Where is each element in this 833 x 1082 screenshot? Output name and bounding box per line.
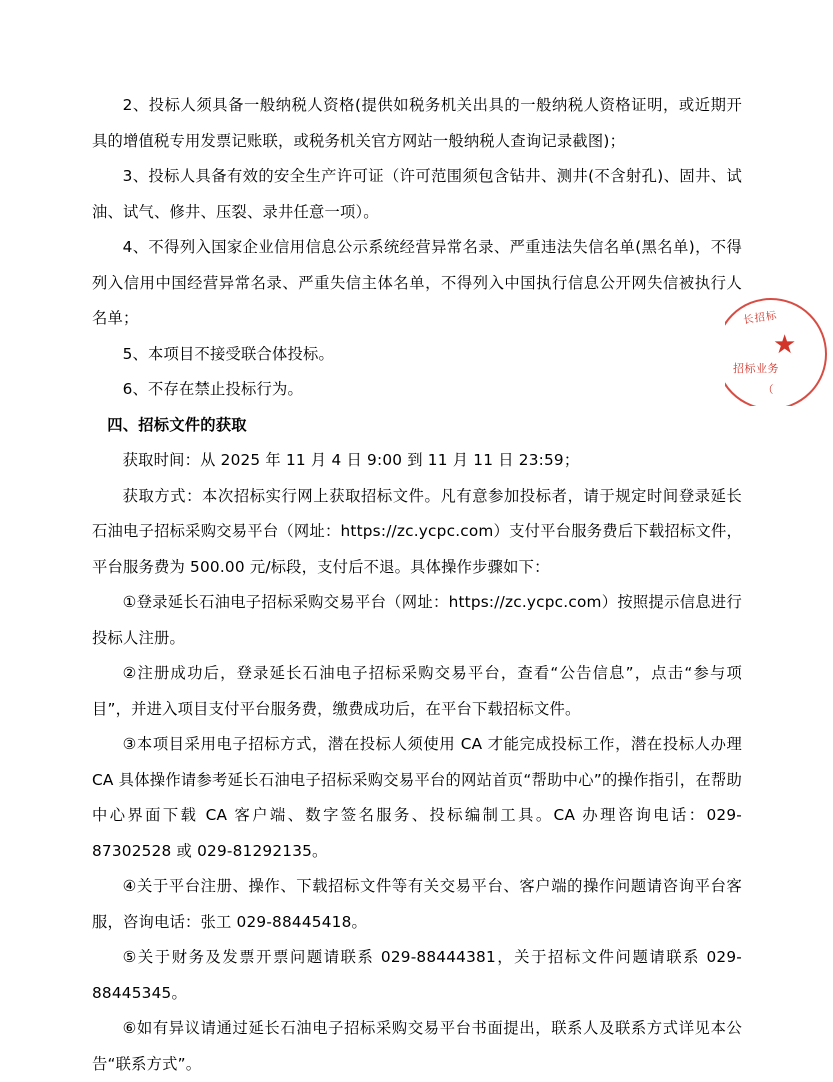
acquisition-time: 获取时间：从 2025 年 11 月 4 日 9:00 到 11 月 11 日 23:59； <box>122 451 580 469</box>
paragraph-item-5: 5、本项目不接受联合体投标。 <box>122 344 334 363</box>
paragraph-item-3: 3、投标人具备有效的安全生产许可证（许可范围须包含钻井、测井(不含射孔)、固井、试油、试气、修井、压裂、录井任意一项）。 <box>92 167 742 221</box>
paragraph-item-4: 4、不得列入国家企业信用信息公示系统经营异常名录、严重违法失信名单(黑名单)，不得列入信用中国经营异常名录、严重失信主体名单，不得列入中国执行信息公开网失信被执行人名单； <box>92 238 742 327</box>
official-seal-stamp <box>725 298 833 406</box>
acquisition-step-1: ①登录延长石油电子招标采购交易平台（网址：https://zc.ycpc.com）按照提示信息进行投标人注册。 <box>92 593 742 647</box>
document-body <box>92 88 742 1082</box>
section-heading-four: 四、招标文件的获取 <box>107 415 247 434</box>
acquisition-step-2: ②注册成功后，登录延长石油电子招标采购交易平台，查看“公告信息”，点击“参与项目”，并进入项目支付平台服务费，缴费成功后，在平台下载招标文件。 <box>92 664 742 718</box>
acquisition-step-5: ⑤关于财务及发票开票问题请联系 029-88444381，关于招标文件问题请联系 029-88445345。 <box>92 948 742 1002</box>
acquisition-method: 获取方式：本次招标实行网上获取招标文件。凡有意参加投标者，请于规定时间登录延长石油电子招标采购交易平台（网址：https://zc.ycpc.com）支付平台服务费后下载招标文件，平台服务费为 500.00 元/标段，支付后不退。具体操作步骤如下： <box>92 486 742 576</box>
star-icon: ★ <box>773 330 797 360</box>
acquisition-step-6: ⑥如有异议请通过延长石油电子招标采购交易平台书面提出，联系人及联系方式详见本公告“联系方式”。 <box>92 1019 742 1073</box>
acquisition-step-3: ③本项目采用电子招标方式，潜在投标人须使用 CA 才能完成投标工作，潜在投标人办理 CA 具体操作请参考延长石油电子招标采购交易平台的网站首页“帮助中心”的操作指引，在帮助中心界面下载 CA 客户端、数字签名服务、投标编制工具。CA 办理咨询电话：029-87302528 或 029-81292135。 <box>92 735 742 860</box>
seal-mid-text: 招标业务 <box>733 362 779 375</box>
acquisition-step-4: ④关于平台注册、操作、下载招标文件等有关交易平台、客户端的操作问题请咨询平台客服，咨询电话：张工 029-88445418。 <box>92 877 742 931</box>
paragraph-item-2: 2、投标人须具备一般纳税人资格(提供如税务机关出具的一般纳税人资格证明，或近期开具的增值税专用发票记账联，或税务机关官方网站一般纳税人查询记录截图)； <box>92 96 742 150</box>
seal-bottom-text: （ <box>763 384 774 396</box>
seal-top-text: 长招标 <box>742 309 779 327</box>
paragraph-item-6: 6、不存在禁止投标行为。 <box>122 380 303 398</box>
